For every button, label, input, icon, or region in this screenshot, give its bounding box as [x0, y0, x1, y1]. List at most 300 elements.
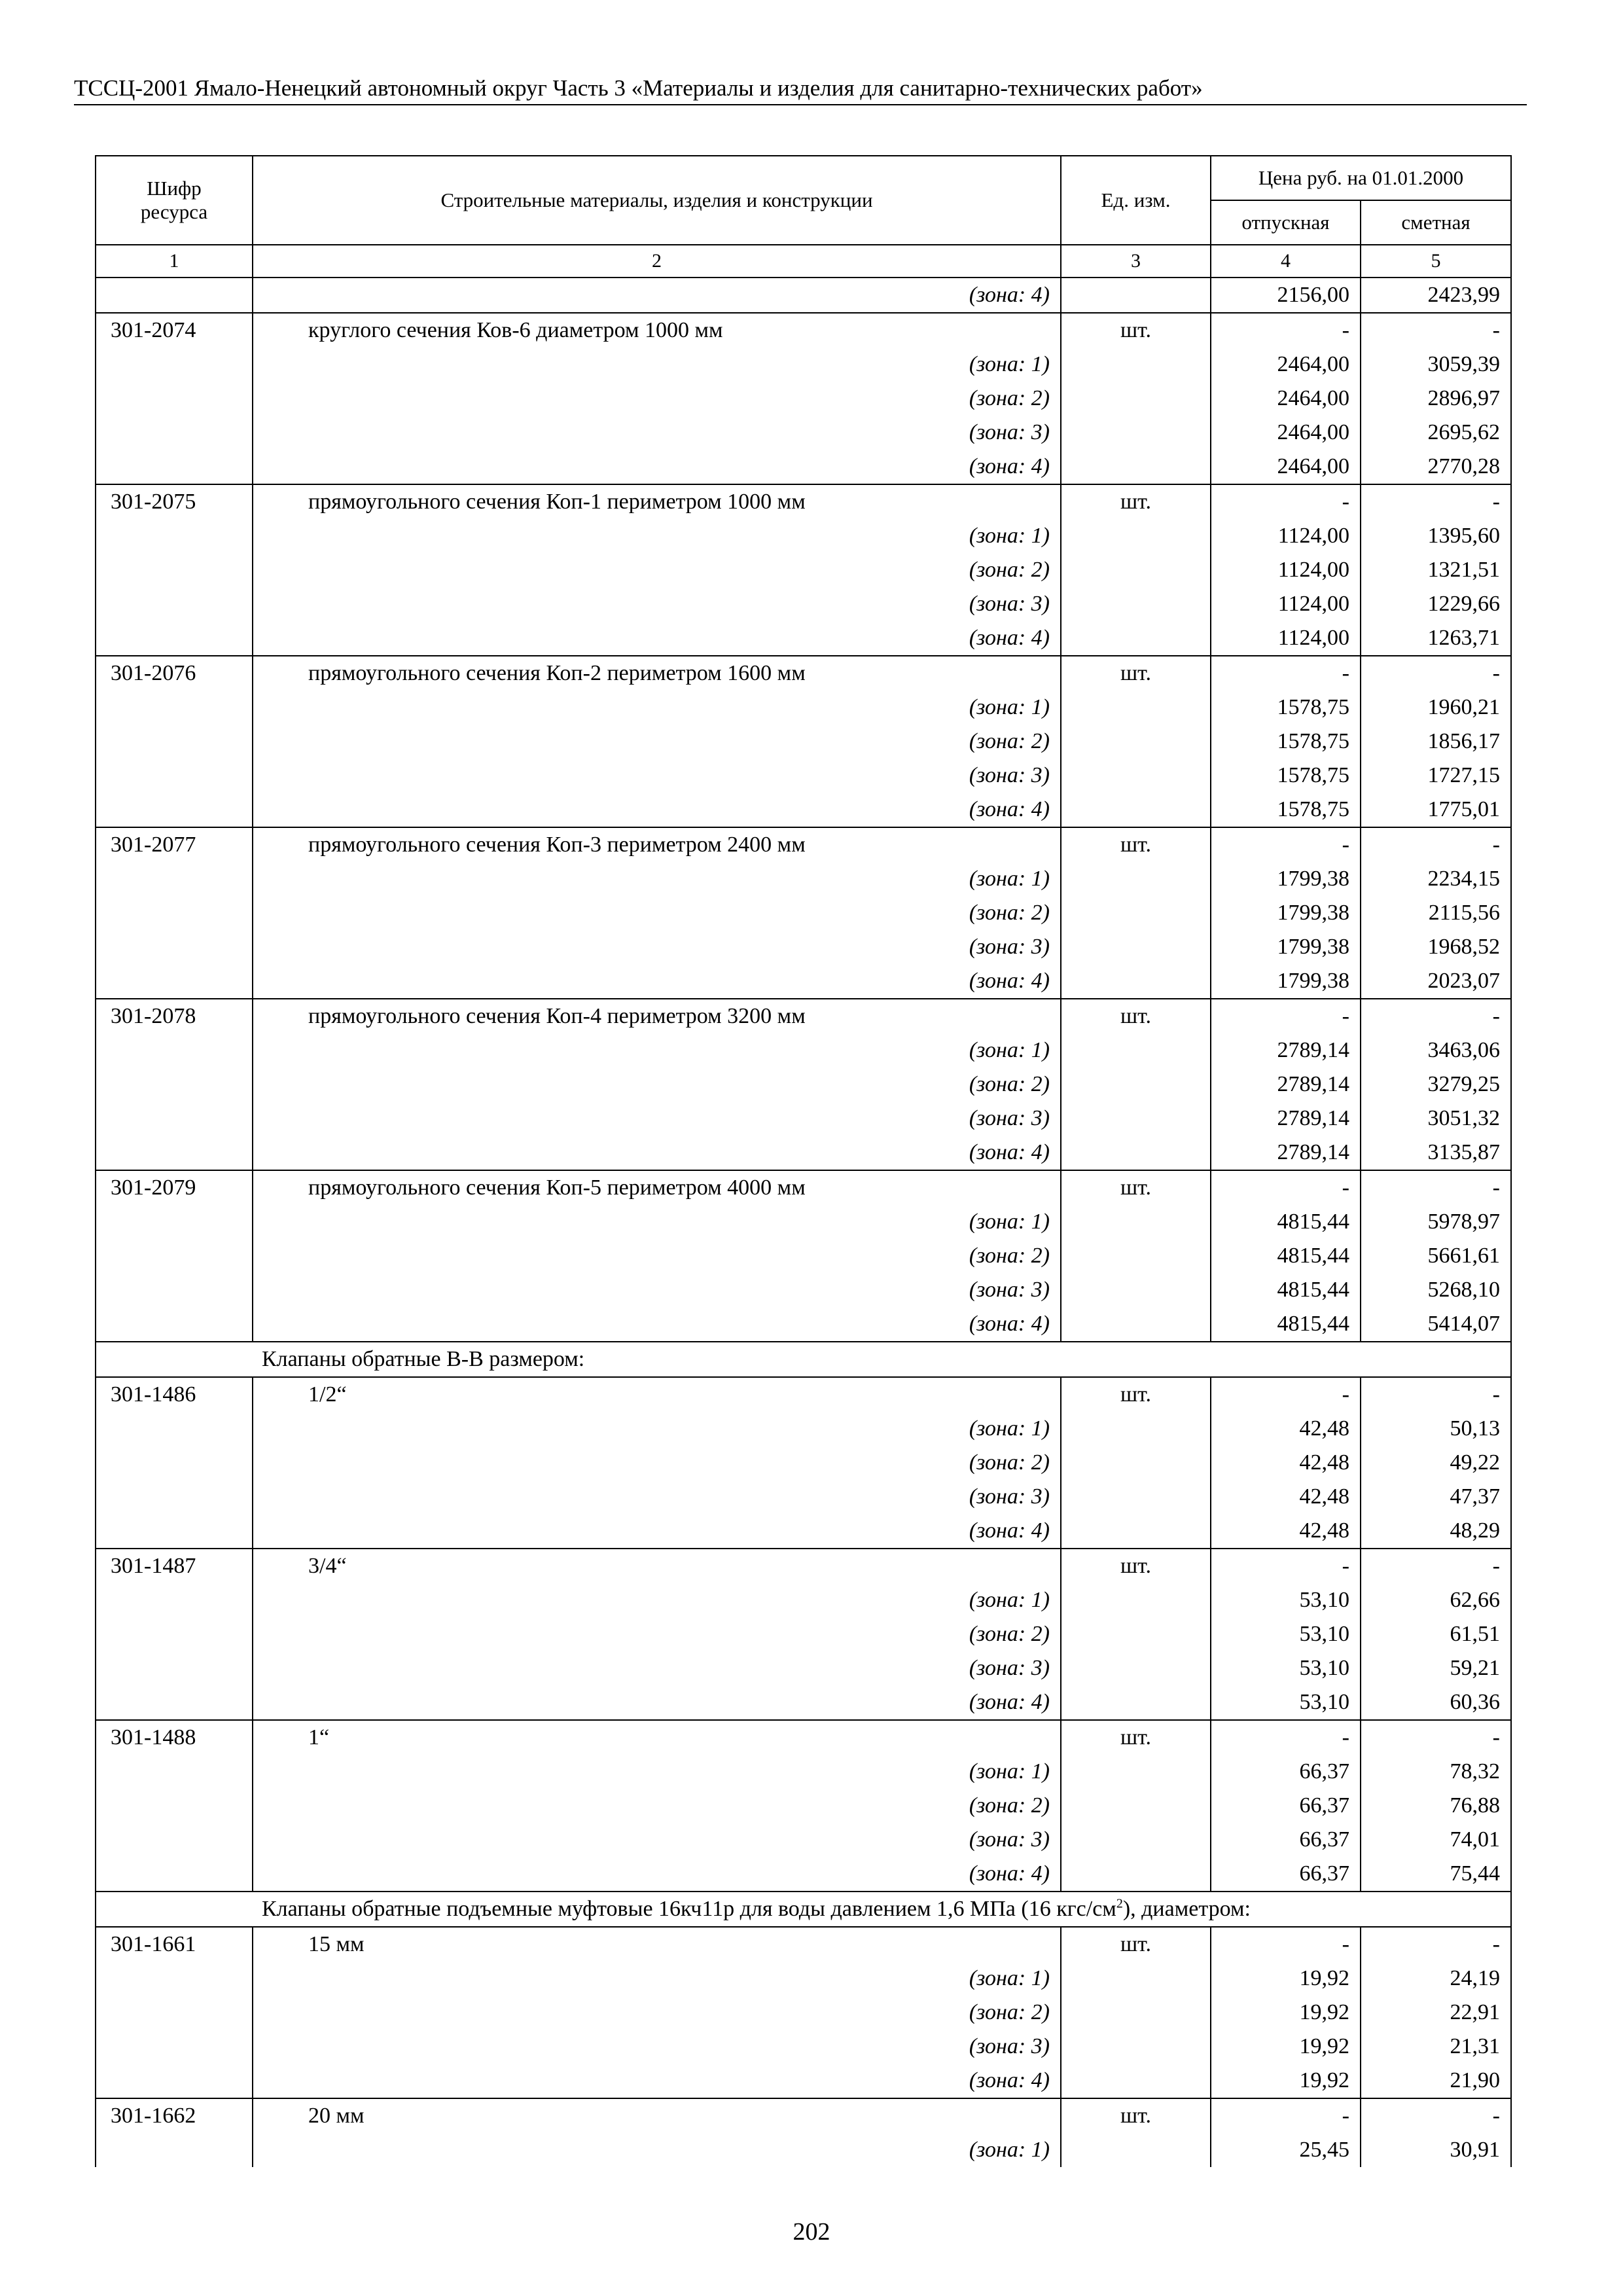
release-price: 42,48	[1211, 1412, 1361, 1446]
empty-unit-cell	[1061, 1239, 1211, 1273]
empty-unit-cell	[1061, 725, 1211, 759]
release-price: -	[1211, 1927, 1361, 1962]
release-price: 2789,14	[1211, 1067, 1361, 1102]
zone-label: (зона: 1)	[253, 1205, 1061, 1239]
header-name: Строительные материалы, изделия и конструкции	[253, 156, 1061, 245]
zone-label: (зона: 2)	[253, 1239, 1061, 1273]
zone-price-row	[96, 725, 1511, 759]
empty-code-cell	[96, 862, 253, 896]
resource-name: 15 мм	[253, 1927, 1061, 1962]
zone-label: (зона: 4)	[253, 278, 1061, 313]
release-price: 19,92	[1211, 2030, 1361, 2064]
empty-code-cell	[96, 1755, 253, 1789]
column-number-5: 5	[1361, 245, 1511, 278]
zone-price-row	[96, 348, 1511, 382]
zone-label: (зона: 3)	[253, 2030, 1061, 2064]
empty-code-cell	[96, 2030, 253, 2064]
estimate-price: 3279,25	[1361, 1067, 1511, 1102]
empty-code-cell	[96, 1685, 253, 1720]
group-heading-row	[96, 1342, 1511, 1377]
zone-price-row	[96, 1857, 1511, 1892]
zone-label: (зона: 2)	[253, 1446, 1061, 1480]
empty-code-cell	[96, 553, 253, 587]
zone-price-row	[96, 691, 1511, 725]
resource-unit: шт.	[1061, 827, 1211, 862]
resource-row	[96, 999, 1511, 1033]
empty-unit-cell	[1061, 278, 1211, 313]
group-code-cell	[96, 1892, 253, 1927]
group-heading-text-tail: ), диаметром:	[1122, 1897, 1251, 1921]
release-price: -	[1211, 999, 1361, 1033]
zone-price-row	[96, 1789, 1511, 1823]
resource-name: прямоугольного сечения Коп-4 периметром 3200 мм	[253, 999, 1061, 1033]
zone-label: (зона: 3)	[253, 759, 1061, 793]
empty-unit-cell	[1061, 1755, 1211, 1789]
resource-row	[96, 656, 1511, 691]
empty-code-cell	[96, 348, 253, 382]
estimate-price: 1727,15	[1361, 759, 1511, 793]
resource-name: 3/4“	[253, 1549, 1061, 1583]
empty-unit-cell	[1061, 1136, 1211, 1170]
estimate-price: 5414,07	[1361, 1307, 1511, 1342]
empty-code-cell	[96, 793, 253, 827]
resource-unit: шт.	[1061, 484, 1211, 519]
resource-unit: шт.	[1061, 2098, 1211, 2133]
zone-price-row	[96, 1514, 1511, 1549]
estimate-price: 1968,52	[1361, 930, 1511, 964]
empty-code-cell	[96, 896, 253, 930]
estimate-price: 1321,51	[1361, 553, 1511, 587]
resource-code: 301-1488	[96, 1720, 253, 1755]
release-price: 66,37	[1211, 1755, 1361, 1789]
resource-code: 301-1661	[96, 1927, 253, 1962]
release-price: 1578,75	[1211, 759, 1361, 793]
empty-unit-cell	[1061, 759, 1211, 793]
zone-label: (зона: 2)	[253, 1996, 1061, 2030]
release-price: 4815,44	[1211, 1239, 1361, 1273]
release-price: 53,10	[1211, 1617, 1361, 1651]
zone-price-row	[96, 1136, 1511, 1170]
release-price: 19,92	[1211, 1996, 1361, 2030]
estimate-price: 1775,01	[1361, 793, 1511, 827]
estimate-price: 2896,97	[1361, 382, 1511, 416]
estimate-price: 1229,66	[1361, 587, 1511, 621]
empty-unit-cell	[1061, 930, 1211, 964]
estimate-price: -	[1361, 1377, 1511, 1412]
zone-label: (зона: 1)	[253, 862, 1061, 896]
zone-label: (зона: 2)	[253, 1789, 1061, 1823]
zone-label: (зона: 4)	[253, 1307, 1061, 1342]
zone-price-row	[96, 416, 1511, 450]
release-price: 1578,75	[1211, 725, 1361, 759]
empty-unit-cell	[1061, 1446, 1211, 1480]
empty-unit-cell	[1061, 964, 1211, 999]
empty-unit-cell	[1061, 896, 1211, 930]
resource-code: 301-1487	[96, 1549, 253, 1583]
zone-price-row	[96, 1583, 1511, 1617]
zone-label: (зона: 2)	[253, 1617, 1061, 1651]
resource-row	[96, 313, 1511, 348]
empty-unit-cell	[1061, 1789, 1211, 1823]
estimate-price: 30,91	[1361, 2133, 1511, 2167]
price-table	[95, 155, 1512, 2167]
empty-code-cell	[96, 1962, 253, 1996]
release-price: 1578,75	[1211, 691, 1361, 725]
empty-unit-cell	[1061, 1480, 1211, 1514]
zone-label: (зона: 2)	[253, 725, 1061, 759]
column-number-4: 4	[1211, 245, 1361, 278]
release-price: 2464,00	[1211, 382, 1361, 416]
resource-unit: шт.	[1061, 1720, 1211, 1755]
release-price: 2464,00	[1211, 348, 1361, 382]
estimate-price: 2234,15	[1361, 862, 1511, 896]
zone-price-row	[96, 793, 1511, 827]
release-price: -	[1211, 313, 1361, 348]
group-heading-cell	[253, 1342, 1511, 1377]
zone-price-row	[96, 278, 1511, 313]
zone-price-row	[96, 930, 1511, 964]
resource-code: 301-1486	[96, 1377, 253, 1412]
zone-price-row	[96, 964, 1511, 999]
estimate-price: -	[1361, 827, 1511, 862]
empty-code-cell	[96, 1273, 253, 1307]
empty-code-cell	[96, 450, 253, 484]
empty-unit-cell	[1061, 382, 1211, 416]
empty-unit-cell	[1061, 691, 1211, 725]
resource-row	[96, 1377, 1511, 1412]
resource-name: прямоугольного сечения Коп-3 периметром 2400 мм	[253, 827, 1061, 862]
empty-code-cell	[96, 725, 253, 759]
resource-unit: шт.	[1061, 1377, 1211, 1412]
group-heading-text: Клапаны обратные В-В размером:	[262, 1347, 585, 1371]
empty-code-cell	[96, 1067, 253, 1102]
empty-code-cell	[96, 1136, 253, 1170]
estimate-price: 1856,17	[1361, 725, 1511, 759]
zone-price-row	[96, 1651, 1511, 1685]
zone-label: (зона: 2)	[253, 553, 1061, 587]
release-price: -	[1211, 1549, 1361, 1583]
resource-unit: шт.	[1061, 999, 1211, 1033]
empty-code-cell	[96, 2133, 253, 2167]
zone-label: (зона: 2)	[253, 1067, 1061, 1102]
zone-price-row	[96, 862, 1511, 896]
empty-unit-cell	[1061, 1514, 1211, 1549]
release-price: 53,10	[1211, 1651, 1361, 1685]
empty-code-cell	[96, 1102, 253, 1136]
empty-code-cell	[96, 1307, 253, 1342]
zone-label: (зона: 1)	[253, 519, 1061, 553]
zone-price-row	[96, 1962, 1511, 1996]
zone-label: (зона: 4)	[253, 1685, 1061, 1720]
release-price: 2789,14	[1211, 1102, 1361, 1136]
zone-label: (зона: 2)	[253, 896, 1061, 930]
estimate-price: 60,36	[1361, 1685, 1511, 1720]
release-price: 1799,38	[1211, 862, 1361, 896]
estimate-price: 75,44	[1361, 1857, 1511, 1892]
resource-code: 301-1662	[96, 2098, 253, 2133]
resource-row	[96, 1927, 1511, 1962]
estimate-price: 49,22	[1361, 1446, 1511, 1480]
zone-price-row	[96, 896, 1511, 930]
zone-price-row	[96, 1273, 1511, 1307]
zone-label: (зона: 1)	[253, 1033, 1061, 1067]
resource-row	[96, 827, 1511, 862]
zone-label: (зона: 1)	[253, 1755, 1061, 1789]
estimate-price: -	[1361, 2098, 1511, 2133]
zone-price-row	[96, 759, 1511, 793]
estimate-price: 2695,62	[1361, 416, 1511, 450]
zone-price-row	[96, 1823, 1511, 1857]
zone-label: (зона: 4)	[253, 793, 1061, 827]
release-price: 1799,38	[1211, 964, 1361, 999]
zone-label: (зона: 4)	[253, 1136, 1061, 1170]
zone-label: (зона: 3)	[253, 1480, 1061, 1514]
zone-price-row	[96, 1480, 1511, 1514]
column-number-2: 2	[253, 245, 1061, 278]
zone-price-row	[96, 1033, 1511, 1067]
header-price-group: Цена руб. на 01.01.2000	[1211, 156, 1511, 200]
empty-unit-cell	[1061, 2064, 1211, 2098]
release-price: -	[1211, 2098, 1361, 2133]
empty-code-cell	[96, 1651, 253, 1685]
zone-label: (зона: 4)	[253, 1857, 1061, 1892]
zone-label: (зона: 4)	[253, 964, 1061, 999]
resource-unit: шт.	[1061, 1170, 1211, 1205]
estimate-price: 5978,97	[1361, 1205, 1511, 1239]
release-price: 1124,00	[1211, 587, 1361, 621]
estimate-price: -	[1361, 999, 1511, 1033]
empty-code-cell	[96, 964, 253, 999]
empty-unit-cell	[1061, 348, 1211, 382]
page-header	[74, 74, 1527, 105]
estimate-price: 50,13	[1361, 1412, 1511, 1446]
resource-name: 1/2“	[253, 1377, 1061, 1412]
zone-label: (зона: 1)	[253, 348, 1061, 382]
zone-price-row	[96, 1446, 1511, 1480]
resource-unit: шт.	[1061, 1927, 1211, 1962]
zone-price-row	[96, 1067, 1511, 1102]
header-unit: Ед. изм.	[1061, 156, 1211, 245]
empty-unit-cell	[1061, 1205, 1211, 1239]
zone-label: (зона: 3)	[253, 587, 1061, 621]
resource-name: прямоугольного сечения Коп-5 периметром 4000 мм	[253, 1170, 1061, 1205]
empty-code-cell	[96, 691, 253, 725]
release-price: 25,45	[1211, 2133, 1361, 2167]
release-price: 1799,38	[1211, 896, 1361, 930]
zone-label: (зона: 4)	[253, 450, 1061, 484]
estimate-price: 2423,99	[1361, 278, 1511, 313]
estimate-price: 2770,28	[1361, 450, 1511, 484]
zone-price-row	[96, 1412, 1511, 1446]
empty-unit-cell	[1061, 553, 1211, 587]
release-price: 1124,00	[1211, 519, 1361, 553]
resource-name: 20 мм	[253, 2098, 1061, 2133]
estimate-price: 2115,56	[1361, 896, 1511, 930]
empty-unit-cell	[1061, 862, 1211, 896]
page-header-title: ТССЦ-2001 Ямало-Ненецкий автономный округ Часть 3 «Материалы и изделия для санитарно-технических работ»	[74, 75, 1203, 101]
resource-code: 301-2074	[96, 313, 253, 348]
empty-unit-cell	[1061, 587, 1211, 621]
estimate-price: -	[1361, 313, 1511, 348]
zone-price-row	[96, 1239, 1511, 1273]
resource-name: круглого сечения Ков-6 диаметром 1000 мм	[253, 313, 1061, 348]
zone-price-row	[96, 2133, 1511, 2167]
estimate-price: 78,32	[1361, 1755, 1511, 1789]
resource-code: 301-2076	[96, 656, 253, 691]
estimate-price: 3135,87	[1361, 1136, 1511, 1170]
empty-code-cell	[96, 587, 253, 621]
release-price: 2789,14	[1211, 1136, 1361, 1170]
zone-price-row	[96, 621, 1511, 656]
zone-price-row	[96, 382, 1511, 416]
zone-price-row	[96, 2064, 1511, 2098]
release-price: 4815,44	[1211, 1205, 1361, 1239]
estimate-price: 21,90	[1361, 2064, 1511, 2098]
resource-row	[96, 1720, 1511, 1755]
release-price: 2464,00	[1211, 416, 1361, 450]
empty-unit-cell	[1061, 2133, 1211, 2167]
estimate-price: 5268,10	[1361, 1273, 1511, 1307]
zone-label: (зона: 1)	[253, 1962, 1061, 1996]
release-price: 4815,44	[1211, 1307, 1361, 1342]
zone-price-row	[96, 1685, 1511, 1720]
release-price: 1799,38	[1211, 930, 1361, 964]
group-heading-cell	[253, 1892, 1511, 1927]
zone-label: (зона: 3)	[253, 1102, 1061, 1136]
estimate-price: -	[1361, 1170, 1511, 1205]
column-number-3: 3	[1061, 245, 1211, 278]
empty-unit-cell	[1061, 1307, 1211, 1342]
resource-code: 301-2075	[96, 484, 253, 519]
empty-unit-cell	[1061, 1857, 1211, 1892]
empty-unit-cell	[1061, 1996, 1211, 2030]
release-price: 53,10	[1211, 1583, 1361, 1617]
empty-code-cell	[96, 1823, 253, 1857]
zone-price-row	[96, 1205, 1511, 1239]
estimate-price: 3463,06	[1361, 1033, 1511, 1067]
empty-code-cell	[96, 759, 253, 793]
release-price: 53,10	[1211, 1685, 1361, 1720]
release-price: 42,48	[1211, 1446, 1361, 1480]
release-price: 66,37	[1211, 1857, 1361, 1892]
estimate-price: 48,29	[1361, 1514, 1511, 1549]
empty-code-cell	[96, 519, 253, 553]
zone-label: (зона: 3)	[253, 1273, 1061, 1307]
empty-code-cell	[96, 2064, 253, 2098]
resource-code: 301-2079	[96, 1170, 253, 1205]
zone-price-row	[96, 1307, 1511, 1342]
zone-label: (зона: 2)	[253, 382, 1061, 416]
zone-label: (зона: 1)	[253, 1412, 1061, 1446]
empty-code-cell	[96, 1033, 253, 1067]
group-code-cell	[96, 1342, 253, 1377]
empty-unit-cell	[1061, 1033, 1211, 1067]
resource-row	[96, 2098, 1511, 2133]
resource-unit: шт.	[1061, 313, 1211, 348]
empty-code-cell	[96, 382, 253, 416]
estimate-price: -	[1361, 1720, 1511, 1755]
empty-code-cell	[96, 1996, 253, 2030]
release-price: 66,37	[1211, 1789, 1361, 1823]
empty-unit-cell	[1061, 1962, 1211, 1996]
release-price: 2789,14	[1211, 1033, 1361, 1067]
release-price: 19,92	[1211, 1962, 1361, 1996]
group-heading-superscript: 2	[1116, 1896, 1123, 1911]
header-code: Шифр ресурса	[96, 156, 253, 245]
header-estimate-price: сметная	[1361, 200, 1511, 245]
estimate-price: 5661,61	[1361, 1239, 1511, 1273]
zone-label: (зона: 1)	[253, 1583, 1061, 1617]
empty-unit-cell	[1061, 1617, 1211, 1651]
empty-unit-cell	[1061, 1412, 1211, 1446]
zone-price-row	[96, 1617, 1511, 1651]
release-price: 19,92	[1211, 2064, 1361, 2098]
zone-label: (зона: 3)	[253, 1651, 1061, 1685]
empty-unit-cell	[1061, 2030, 1211, 2064]
empty-code-cell	[96, 1446, 253, 1480]
empty-code-cell	[96, 1412, 253, 1446]
empty-code-cell	[96, 1789, 253, 1823]
empty-unit-cell	[1061, 1102, 1211, 1136]
release-price: -	[1211, 1720, 1361, 1755]
estimate-price: -	[1361, 656, 1511, 691]
resource-name: 1“	[253, 1720, 1061, 1755]
zone-label: (зона: 1)	[253, 2133, 1061, 2167]
empty-unit-cell	[1061, 1067, 1211, 1102]
release-price: 2156,00	[1211, 278, 1361, 313]
resource-code: 301-2078	[96, 999, 253, 1033]
estimate-price: -	[1361, 1549, 1511, 1583]
empty-code-cell	[96, 1480, 253, 1514]
release-price: 1578,75	[1211, 793, 1361, 827]
group-heading-text: Клапаны обратные подъемные муфтовые 16кч11р для воды давлением 1,6 МПа (16 кгс/см	[262, 1897, 1116, 1921]
zone-price-row	[96, 519, 1511, 553]
estimate-price: 61,51	[1361, 1617, 1511, 1651]
page-number: 202	[793, 2218, 830, 2246]
price-table-body	[96, 278, 1511, 2167]
resource-row	[96, 484, 1511, 519]
empty-code-cell	[96, 1857, 253, 1892]
empty-unit-cell	[1061, 621, 1211, 656]
estimate-price: 21,31	[1361, 2030, 1511, 2064]
zone-price-row	[96, 450, 1511, 484]
empty-unit-cell	[1061, 1823, 1211, 1857]
release-price: 1124,00	[1211, 621, 1361, 656]
release-price: -	[1211, 484, 1361, 519]
resource-row	[96, 1170, 1511, 1205]
zone-label: (зона: 1)	[253, 691, 1061, 725]
zone-label: (зона: 4)	[253, 1514, 1061, 1549]
release-price: 4815,44	[1211, 1273, 1361, 1307]
empty-unit-cell	[1061, 793, 1211, 827]
zone-price-row	[96, 1755, 1511, 1789]
release-price: 1124,00	[1211, 553, 1361, 587]
empty-unit-cell	[1061, 450, 1211, 484]
empty-unit-cell	[1061, 1583, 1211, 1617]
estimate-price: 22,91	[1361, 1996, 1511, 2030]
release-price: -	[1211, 827, 1361, 862]
estimate-price: 1395,60	[1361, 519, 1511, 553]
estimate-price: 3059,39	[1361, 348, 1511, 382]
price-table-head	[96, 156, 1511, 278]
empty-unit-cell	[1061, 416, 1211, 450]
release-price: 66,37	[1211, 1823, 1361, 1857]
zone-price-row	[96, 1102, 1511, 1136]
zone-label: (зона: 4)	[253, 2064, 1061, 2098]
estimate-price: 1960,21	[1361, 691, 1511, 725]
empty-code-cell	[96, 278, 253, 313]
resource-code: 301-2077	[96, 827, 253, 862]
